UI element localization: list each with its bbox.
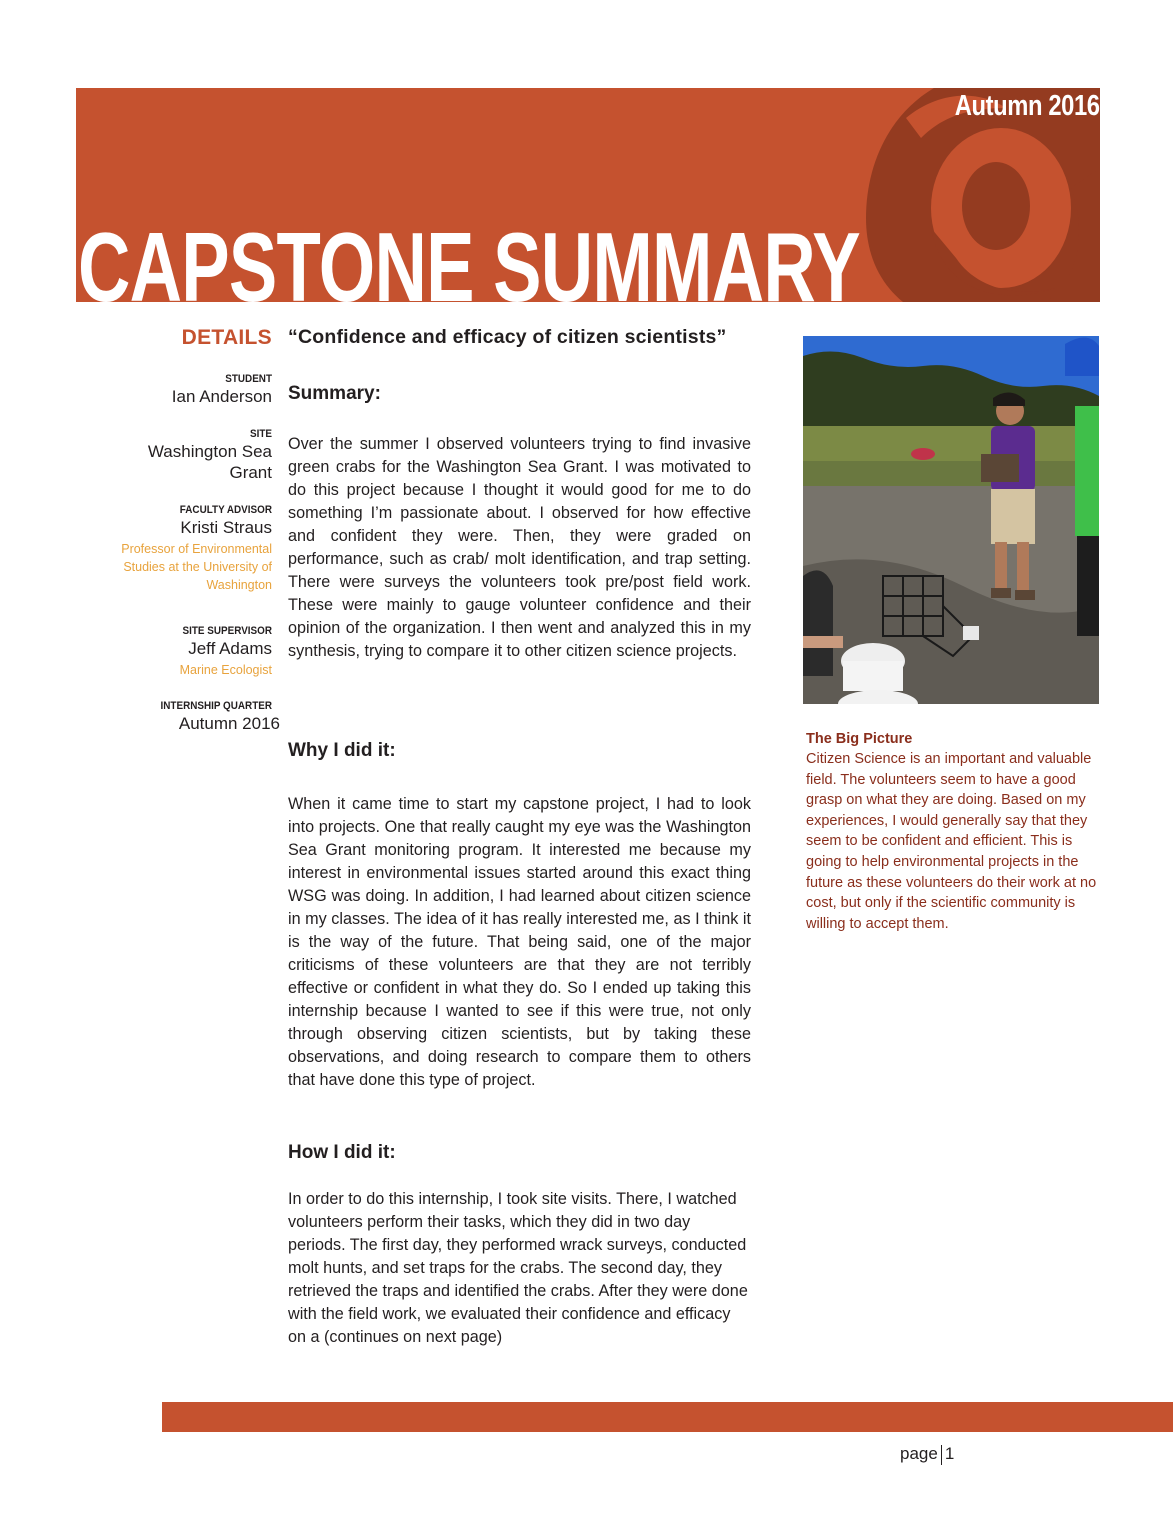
student-group <box>80 372 272 407</box>
site-supervisor-name: Jeff Adams <box>188 639 272 658</box>
how-paragraph: In order to do this internship, I took site visits. There, I watched volunteers perform their tasks, which they did in two day periods. The first day, they performed wrack surveys, conducted molt hunts, and set traps for the crabs. The second day, they retrieved the traps and identified the crabs. After they were done with the field work, we evaluated their confidence and efficacy on a (continues on next page) <box>288 1190 748 1346</box>
site-name: Washington Sea Grant <box>147 442 272 482</box>
season-label: Autumn 2016 <box>955 90 1100 122</box>
page-title: CAPSTONE SUMMARY <box>78 212 860 302</box>
details-sidebar <box>80 326 280 754</box>
how-heading: How I did it: <box>288 1142 396 1163</box>
article-title: “Confidence and efficacy of citizen scientists” <box>288 326 727 348</box>
quarter-label: INTERNSHIP QUARTER <box>160 700 272 712</box>
student-name: Ian Anderson <box>171 387 272 406</box>
site-supervisor-title: Marine Ecologist <box>179 663 272 677</box>
page-number <box>900 1444 954 1465</box>
why-heading: Why I did it: <box>288 740 396 761</box>
header-banner <box>76 88 1100 302</box>
field-photo-illustration <box>803 336 1099 704</box>
why-paragraph: When it came time to start my capstone project, I had to look into projects. One that really caught my eye was the Washington Sea Grant monitoring program. It interested me because my interest in environmental issues started around this exact thing WSG was doing. In addition, I had learned about citizen science in my classes. The idea of it has really interested me, as I think it is the way of the future. That being said, one of the major criticisms of these volunteers are that they are not terribly effective or confident in what they do. So I ended up taking this internship because I wanted to see if this were true, not only through observing citizen scientists, but by taking these observations, and doing research to compare them to others that have done this type of project. <box>288 795 751 1089</box>
footer-bar <box>162 1402 1173 1432</box>
faculty-advisor-title: Professor of Environmental Studies at the University of Washington <box>121 542 272 592</box>
summary-paragraph: Over the summer I observed volunteers trying to find invasive green crabs for the Washington Sea Grant. I was motivated to do this project because I thought it would good for me to do something I’m passionate about. I observed for how effective and confident they were. Then, they were graded on performance, such as crab/ molt identification, and trap setting. There were surveys the volunteers took pre/post field work. These were mainly to gauge volunteer confidence and their opinion of the organization. I then went and analyzed this in my synthesis, trying to compare it to other citizen science projects. <box>288 435 751 660</box>
faculty-advisor-group <box>80 503 272 594</box>
page-number-value: 1 <box>944 1444 955 1463</box>
big-picture-text: Citizen Science is an important and valuable field. The volunteers seem to have a good grasp on what they are doing. Based on my experiences, I would generally say that they seem to be confident and efficient. This is going to help environmental projects in the future as these volunteers do their work at no cost, but only if the scientific community is willing to accept them. <box>806 751 1097 932</box>
quarter-group <box>80 699 280 734</box>
page-divider <box>941 1445 942 1465</box>
big-picture-title: The Big Picture <box>806 731 913 747</box>
summary-heading: Summary: <box>288 383 381 404</box>
faculty-advisor-name: Kristi Straus <box>180 518 272 537</box>
field-photo <box>803 336 1099 704</box>
site-group <box>80 427 272 483</box>
quarter-value: Autumn 2016 <box>178 714 280 733</box>
site-supervisor-group <box>80 624 272 679</box>
details-heading: DETAILS <box>181 326 272 349</box>
article-body <box>288 326 751 1346</box>
page-label: page <box>900 1444 938 1463</box>
faculty-advisor-label: FACULTY ADVISOR <box>179 504 272 516</box>
big-picture-callout <box>806 729 1106 934</box>
site-supervisor-label: SITE SUPERVISOR <box>182 625 272 637</box>
student-label: STUDENT <box>225 373 272 385</box>
site-label: SITE <box>249 428 272 440</box>
